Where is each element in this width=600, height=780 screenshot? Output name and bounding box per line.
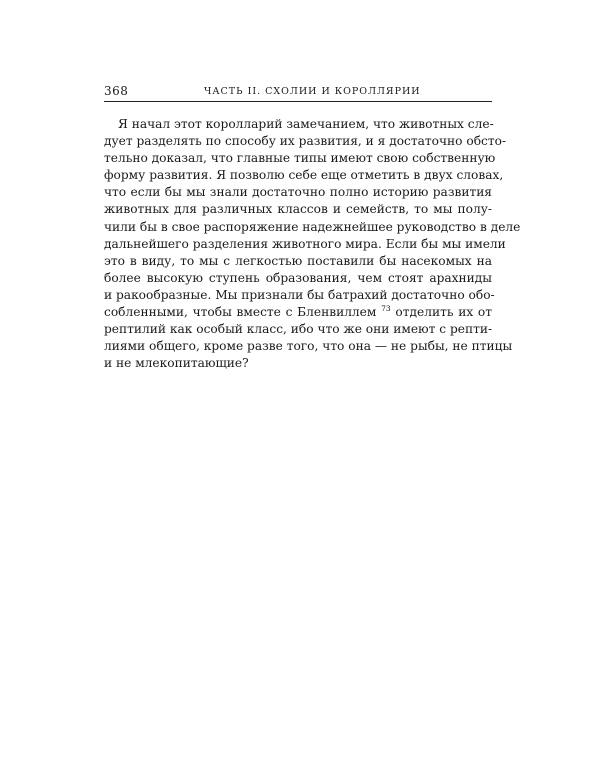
text-line: что если бы мы знали достаточно полно историю развития: [104, 185, 492, 200]
text-line: форму развития. Я позволю себе еще отметить в двух словах,: [104, 168, 504, 183]
text-line-with-footnote: [104, 304, 492, 321]
text-line: и ракообразные. Мы признали бы батрахий достаточно обо-: [104, 287, 495, 302]
text-line: дует разделять по способу их развития, и я достаточно обсто-: [104, 134, 507, 149]
text-line: лиями общего, кроме разве того, что она — не рыбы, не птицы: [104, 339, 513, 354]
text-line: животных для различных классов и семейств, то мы полу-: [104, 202, 492, 217]
text-line: и не млекопитающие?: [104, 356, 249, 371]
header-rule: [104, 101, 492, 102]
text-line: это в виду, то мы с легкостью поставили бы насекомых на: [104, 253, 492, 268]
footnote-reference[interactable]: 73: [381, 304, 391, 314]
text-segment: отделить их от: [390, 305, 493, 320]
running-head: ЧАСТЬ II. СХОЛИИ И КОРОЛЛЯРИИ: [204, 86, 421, 97]
text-line: чили бы в свое распоряжение надежнейшее руководство в деле: [104, 219, 521, 234]
text-line: рептилий как особый класс, ибо что же они имеют с репти-: [104, 322, 493, 337]
body-paragraph: [104, 116, 521, 372]
text-line: более высокую ступень образования, чем стоят арахниды: [104, 270, 492, 285]
text-line: Я начал этот королларий замечанием, что животных сле-: [118, 117, 494, 131]
page-number: 368: [104, 84, 129, 98]
text-segment: собленными, чтобы вместе с Бленвиллем: [104, 305, 377, 320]
text-line: дальнейшего разделения животного мира. Если бы мы имели: [104, 236, 506, 251]
page-header: [104, 84, 492, 100]
text-line: тельно доказал, что главные типы имеют свою собственную: [104, 151, 496, 166]
